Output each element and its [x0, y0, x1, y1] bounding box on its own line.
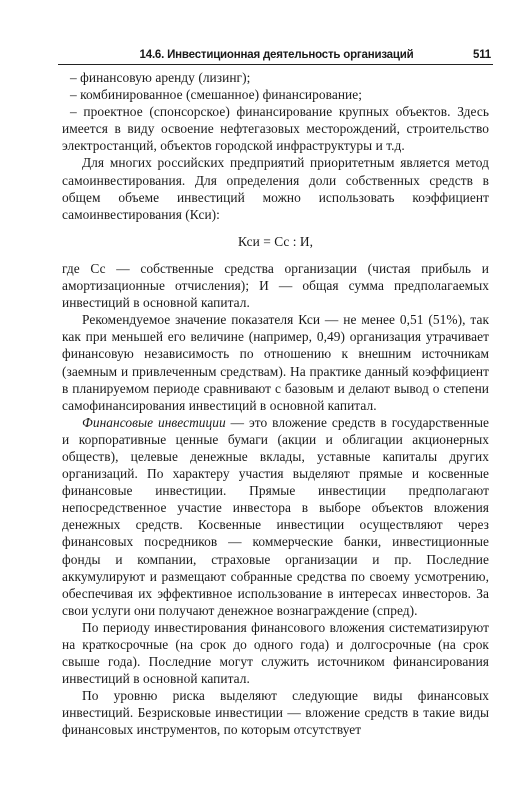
page-number: 511: [473, 49, 491, 61]
paragraph-self-investment: Для многих российских предприятий приоритетным является метод самоинвестирования. Для определения доли собственных средств в общем объеме инвестиций можно использовать коэффициент самоинвестирования (Кси):: [62, 155, 489, 222]
header-rule: [58, 64, 493, 65]
list-item-combined-financing: – комбинированное (смешанное) финансирование;: [70, 87, 363, 103]
page-body: [62, 69, 489, 739]
paragraph-risk-level: По уровню риска выделяют следующие виды финансовых инвестиций. Безрисковые инвестиции — вложение средств в такие виды финансовых инструментов, по которым отсутствует: [62, 688, 489, 738]
running-header: [60, 44, 491, 61]
formula-ksi: Кси = Сс : И,: [237, 233, 314, 249]
section-title: 14.6. Инвестиционная деятельность организаций: [139, 49, 414, 61]
paragraph-financial-investments-text: — это вложение средств в государственные и корпоративные ценные бумаги (акции и облигации акционерных обществ), целевые денежные вклады, уставные капиталы других организаций. По характеру участия выделяют прямые и косвенные финансовые инвестиции. Прямые инвестиции предполагают непосредственное участие инвестора в выборе объектов вложения денежных средств. Косвенные инвестиции осуществляют через финансовых посредников — коммерческие банки, инвестиционные фонды и компании, страховые организации и пр. Последние аккумулируют и размещают собранные средства по своему усмотрению, обеспечивая их эффективное использование в интересах инвесторов. За свои услуги они получают денежное вознаграждение (спред).: [62, 414, 489, 618]
paragraph-investment-period: По периоду инвестирования финансового вложения систематизируют на краткосрочные (на срок до одного года) и долгосрочные (на срок свыше года). Последние могут служить источником финансирования инвестиций в основной капитал.: [62, 619, 489, 687]
paragraph-recommended-value: Рекомендуемое значение показателя Кси — не менее 0,51 (51%), так как при меньшей его величине (например, 0,49) организация утрачивает финансовую независимость по отношению к внешним источникам (заемным и привлеченным средствам). На практике данный коэффициент в планируемом периоде сравнивают с базовым и делают вывод о степени самофинансирования инвестиций в основной капитал.: [62, 312, 489, 413]
paragraph-formula-legend: где Сс — собственные средства организации (чистая прибыль и амортизационные отчисления); И — общая сумма предполагаемых инвестиций в основной капитал.: [62, 260, 489, 311]
list-item-project-financing: – проектное (спонсорское) финансирование крупных объектов. Здесь имеется в виду освоение нефтегазовых месторождений, строительство электростанций, объектов городской инфраструктуры и т.д.: [62, 104, 489, 154]
term-financial-investments: Финансовые инвестиции: [82, 414, 226, 430]
paragraph-financial-investments: [62, 414, 489, 619]
list-item-leasing: – финансовую аренду (лизинг);: [70, 70, 251, 85]
